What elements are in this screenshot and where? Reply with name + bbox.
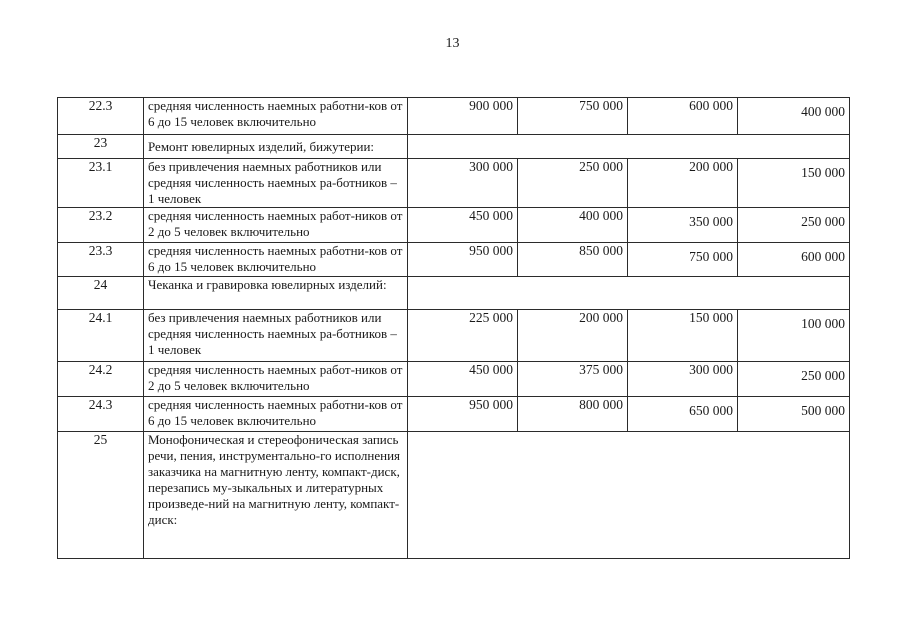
value-cell: 800 000 — [518, 397, 628, 432]
row-number: 23 — [58, 135, 144, 159]
empty-cell — [408, 277, 850, 310]
value-cell: 450 000 — [408, 362, 518, 397]
value-cell: 600 000 — [628, 98, 738, 135]
value-cell: 400 000 — [738, 98, 850, 135]
value-cell: 600 000 — [738, 243, 850, 277]
row-number: 23.2 — [58, 208, 144, 243]
row-number: 25 — [58, 432, 144, 559]
value-cell: 250 000 — [738, 362, 850, 397]
table-row — [58, 310, 850, 362]
value-cell: 150 000 — [628, 310, 738, 362]
value-cell: 850 000 — [518, 243, 628, 277]
value-cell: 500 000 — [738, 397, 850, 432]
tariff-table — [57, 97, 850, 559]
table-row — [58, 243, 850, 277]
table-row — [58, 98, 850, 135]
section-heading: Чеканка и гравировка ювелирных изделий: — [144, 277, 408, 310]
empty-cell — [408, 432, 850, 559]
value-cell: 200 000 — [628, 159, 738, 208]
value-cell: 650 000 — [628, 397, 738, 432]
value-cell: 450 000 — [408, 208, 518, 243]
row-description: средняя численность наемных работни-ков от 6 до 15 человек включительно — [144, 243, 408, 277]
table-row — [58, 362, 850, 397]
row-number: 23.1 — [58, 159, 144, 208]
table-row — [58, 397, 850, 432]
value-cell: 300 000 — [628, 362, 738, 397]
row-number: 23.3 — [58, 243, 144, 277]
table-row — [58, 208, 850, 243]
value-cell: 950 000 — [408, 397, 518, 432]
section-heading: Монофоническая и стереофоническая запись речи, пения, инструментально-го исполнения заказчика на магнитную ленту, компакт-диск, перезапись му-зыкальных и литературных произведе-ний на магнитную ленту, компакт-диск: — [144, 432, 408, 559]
row-number: 24.2 — [58, 362, 144, 397]
row-description: без привлечения наемных работников или средняя численность наемных ра-ботников – 1 человек — [144, 310, 408, 362]
row-description: средняя численность наемных работни-ков от 6 до 15 человек включительно — [144, 397, 408, 432]
row-description: средняя численность наемных работни-ков от 6 до 15 человек включительно — [144, 98, 408, 135]
value-cell: 250 000 — [518, 159, 628, 208]
value-cell: 375 000 — [518, 362, 628, 397]
value-cell: 100 000 — [738, 310, 850, 362]
value-cell: 750 000 — [628, 243, 738, 277]
table-row — [58, 159, 850, 208]
value-cell: 225 000 — [408, 310, 518, 362]
row-number: 24 — [58, 277, 144, 310]
table-row — [58, 277, 850, 310]
value-cell: 150 000 — [738, 159, 850, 208]
row-description: средняя численность наемных работ-ников от 2 до 5 человек включительно — [144, 208, 408, 243]
value-cell: 900 000 — [408, 98, 518, 135]
section-heading: Ремонт ювелирных изделий, бижутерии: — [144, 135, 408, 159]
value-cell: 250 000 — [738, 208, 850, 243]
page-number: 13 — [445, 36, 460, 51]
value-cell: 200 000 — [518, 310, 628, 362]
value-cell: 400 000 — [518, 208, 628, 243]
value-cell: 300 000 — [408, 159, 518, 208]
row-number: 22.3 — [58, 98, 144, 135]
row-number: 24.1 — [58, 310, 144, 362]
row-description: без привлечения наемных работников или средняя численность наемных ра-ботников – 1 человек — [144, 159, 408, 208]
table-row — [58, 135, 850, 159]
empty-cell — [408, 135, 850, 159]
table-row — [58, 432, 850, 559]
row-number: 24.3 — [58, 397, 144, 432]
value-cell: 750 000 — [518, 98, 628, 135]
value-cell: 950 000 — [408, 243, 518, 277]
row-description: средняя численность наемных работ-ников от 2 до 5 человек включительно — [144, 362, 408, 397]
value-cell: 350 000 — [628, 208, 738, 243]
